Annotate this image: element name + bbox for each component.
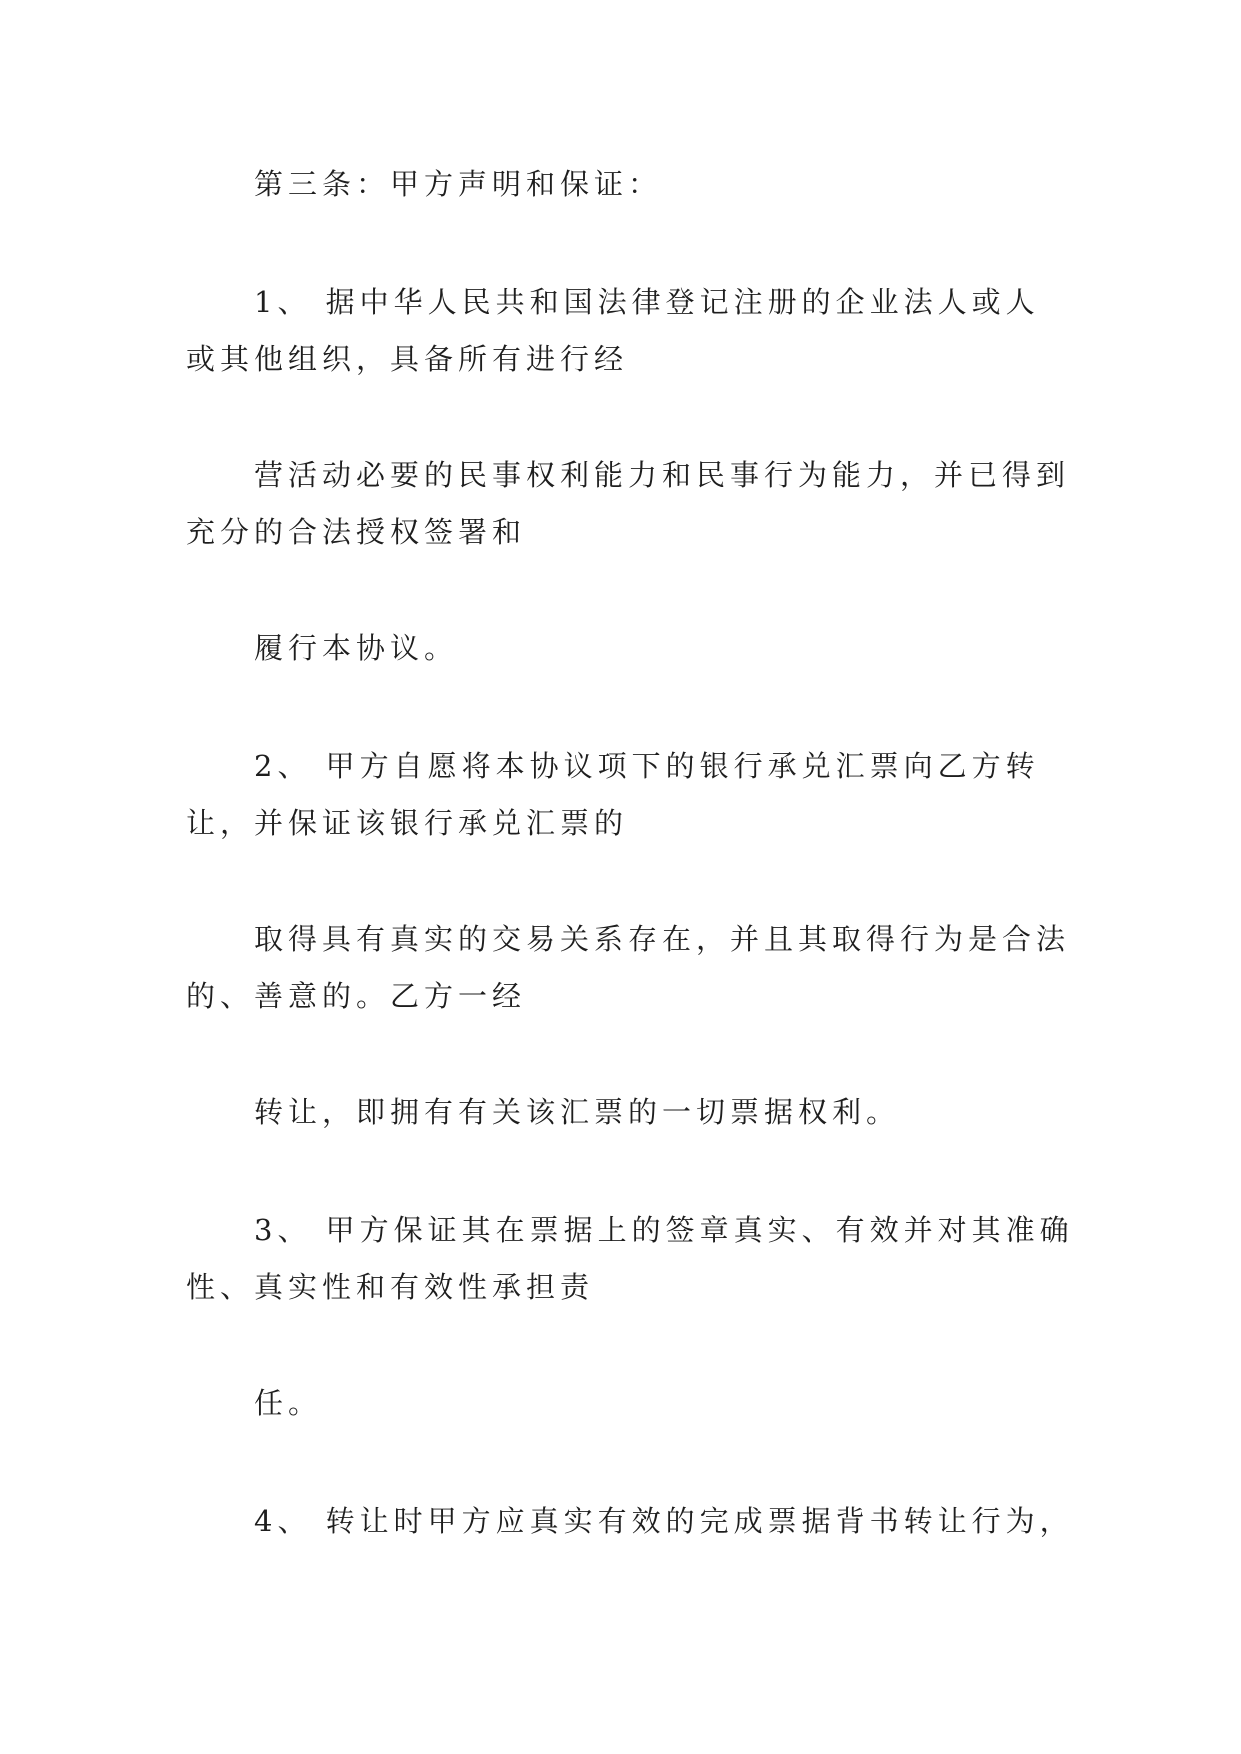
paragraph-1-line-2: 或其他组织，具备所有进行经 bbox=[186, 342, 629, 376]
paragraph-1-line-1: 1、 据中华人民共和国法律登记注册的企业法人或人 bbox=[254, 285, 1040, 319]
paragraph-5-line-2: 的、善意的。乙方一经 bbox=[186, 979, 527, 1013]
article-heading: 第三条：甲方声明和保证： bbox=[254, 167, 663, 201]
paragraph-9-line-1: 4、 转让时甲方应真实有效的完成票据背书转让行为， bbox=[254, 1504, 1074, 1538]
paragraph-4-line-2: 让，并保证该银行承兑汇票的 bbox=[186, 806, 629, 840]
paragraph-5-line-1: 取得具有真实的交易关系存在，并且其取得行为是合法 bbox=[254, 922, 1071, 956]
paragraph-7-line-1: 3、 甲方保证其在票据上的签章真实、有效并对其准确 bbox=[254, 1213, 1074, 1247]
paragraph-6-line-1: 转让，即拥有有关该汇票的一切票据权利。 bbox=[254, 1095, 901, 1129]
paragraph-8-line-1: 任。 bbox=[254, 1386, 323, 1420]
paragraph-4-line-1: 2、 甲方自愿将本协议项下的银行承兑汇票向乙方转 bbox=[254, 749, 1040, 783]
paragraph-2-line-1: 营活动必要的民事权利能力和民事行为能力，并已得到 bbox=[254, 458, 1071, 492]
paragraph-2-line-2: 充分的合法授权签署和 bbox=[186, 515, 527, 549]
paragraph-3-line-1: 履行本协议。 bbox=[254, 631, 459, 665]
paragraph-7-line-2: 性、真实性和有效性承担责 bbox=[186, 1270, 595, 1304]
